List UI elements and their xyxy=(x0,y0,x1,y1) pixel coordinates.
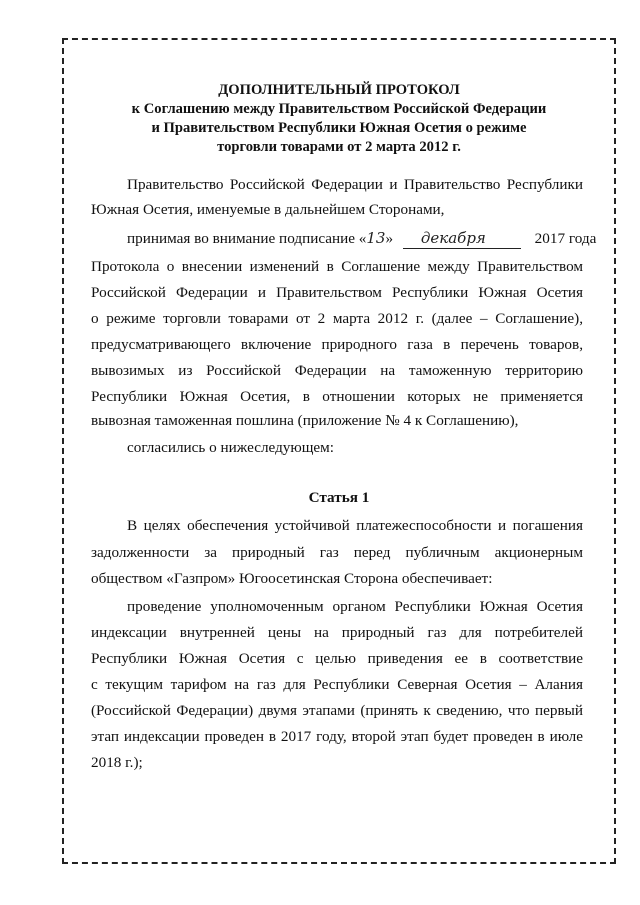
preamble-body-line-6: Республики Южная Осетия, в отношении которых не применяется xyxy=(91,388,583,405)
article-1-para-2-line-3: Республики Южная Осетия с целью приведения ее в соответствие xyxy=(91,650,583,667)
article-1-para-2-line-4: с текущим тарифом на газ для Республики Северная Осетия – Алания xyxy=(91,676,583,693)
preamble-line-2: Южная Осетия, именуемые в дальнейшем Сторонами, xyxy=(91,201,445,218)
document-title-line-1: ДОПОЛНИТЕЛЬНЫЙ ПРОТОКОЛ xyxy=(218,82,460,98)
preamble-body-line-3: о режиме торговли товарами от 2 марта 2012 г. (далее – Соглашение), xyxy=(91,310,583,327)
document-title-line-3: и Правительством Республики Южная Осетия о режиме xyxy=(151,120,527,136)
preamble-body-line-4: предусматривающего включение природного газа в перечень товаров, xyxy=(91,336,583,353)
preamble-line-1: Правительство Российской Федерации и Правительство Республики xyxy=(127,176,583,193)
considering-prefix: принимая во внимание подписание « xyxy=(127,230,367,247)
preamble-body-line-5: вывозимых из Российской Федерации на таможенную территорию xyxy=(91,362,583,379)
article-1-para-2-line-5: (Российской Федерации) двумя этапами (принять к сведению, что первый xyxy=(91,702,583,719)
preamble-body-line-2: Российской Федерации и Правительством Республики Южная Осетия xyxy=(91,284,583,301)
document-title-line-4: торговли товарами от 2 марта 2012 г. xyxy=(217,139,461,155)
quote-close: » xyxy=(385,230,394,247)
agreed-line: согласились о нижеследующем: xyxy=(127,439,335,456)
preamble-body-line-7: вывозная таможенная пошлина (приложение № 4 к Соглашению), xyxy=(91,412,519,429)
preamble-body-line-1: Протокола о внесении изменений в Соглашение между Правительством xyxy=(91,258,583,275)
article-1-para-2-line-2: индексации внутренней цены на природный газ для потребителей xyxy=(91,624,583,641)
article-1-para-1-line-2: задолженности за природный газ перед публичным акционерным xyxy=(91,544,583,561)
article-1-para-2-line-6: этап индексации проведен в 2017 году, второй этап будет проведен в июле xyxy=(91,728,583,745)
article-1-para-2-line-7: 2018 г.); xyxy=(91,754,143,771)
article-1-para-1-line-1: В целях обеспечения устойчивой платежеспособности и погашения xyxy=(127,517,583,534)
article-1-para-2-line-1: проведение уполномоченным органом Республики Южная Осетия xyxy=(127,598,583,615)
handwritten-month: декабря xyxy=(420,229,486,247)
year-suffix: 2017 года xyxy=(534,230,597,247)
handwritten-day: 13 xyxy=(366,229,386,247)
month-blank xyxy=(403,229,521,249)
article-1-para-1-line-3: обществом «Газпром» Югоосетинская Сторона обеспечивает: xyxy=(91,570,493,587)
document-title-line-2: к Соглашению между Правительством Российской Федерации xyxy=(131,101,547,117)
article-1-heading: Статья 1 xyxy=(308,489,370,506)
signing-date-line xyxy=(127,229,596,249)
